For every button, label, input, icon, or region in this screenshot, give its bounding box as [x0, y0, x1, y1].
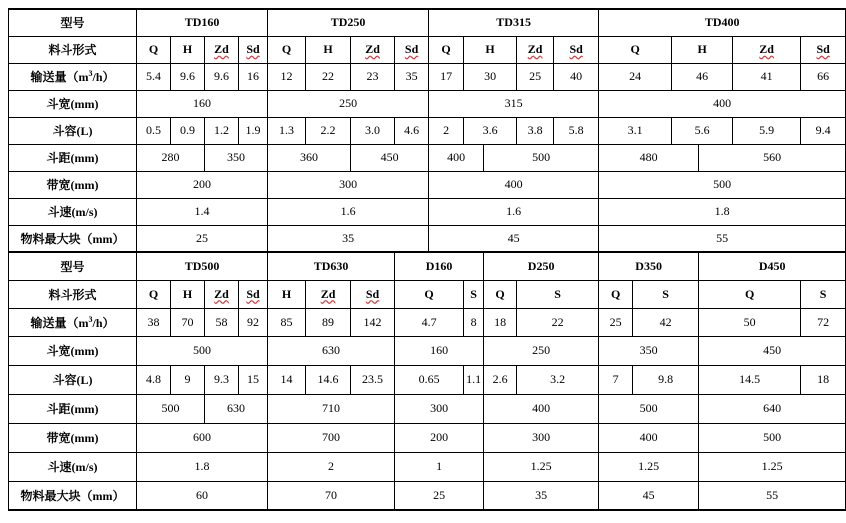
volume-cell: 1.9	[239, 117, 268, 144]
volume-cell: 2.2	[306, 117, 351, 144]
form-cell: H	[171, 36, 205, 63]
volume-cell: 2	[429, 117, 464, 144]
form-cell: Sd	[395, 36, 429, 63]
form-label: 料斗形式	[9, 36, 137, 63]
s1-volume-row	[9, 117, 846, 144]
speed-label: 斗速(m/s)	[9, 452, 137, 481]
volume-cell: 0.9	[171, 117, 205, 144]
belt-cell: 200	[137, 171, 268, 198]
form-cell: Q	[484, 280, 517, 308]
spec-table-container	[8, 8, 831, 511]
width-cell: 160	[395, 336, 484, 365]
belt-label: 带宽(mm)	[9, 171, 137, 198]
form-cell: S	[464, 280, 484, 308]
volume-cell: 9.3	[205, 365, 239, 394]
volume-cell: 14.6	[306, 365, 351, 394]
capacity-cell: 5.4	[137, 63, 171, 90]
pitch-cell: 500	[599, 394, 699, 423]
form-cell: Q	[395, 280, 464, 308]
capacity-cell: 50	[699, 308, 801, 336]
s2-form-row	[9, 280, 846, 308]
volume-cell: 3.2	[517, 365, 599, 394]
s2-lump-row	[9, 481, 846, 510]
form-cell: Sd	[351, 280, 395, 308]
model-td315: TD315	[429, 9, 599, 36]
form-cell: Q	[599, 36, 672, 63]
capacity-cell: 22	[517, 308, 599, 336]
lump-cell: 45	[429, 225, 599, 252]
pitch-cell: 480	[599, 144, 699, 171]
form-cell: Sd	[801, 36, 846, 63]
lump-cell: 25	[137, 225, 268, 252]
form-cell: Zd	[306, 280, 351, 308]
s2-capacity-row	[9, 308, 846, 336]
form-cell: H	[306, 36, 351, 63]
s1-lump-row	[9, 225, 846, 252]
speed-label: 斗速(m/s)	[9, 198, 137, 225]
form-cell: H	[268, 280, 306, 308]
lump-cell: 35	[268, 225, 429, 252]
volume-cell: 7	[599, 365, 633, 394]
lump-cell: 55	[599, 225, 846, 252]
speed-cell: 1.6	[268, 198, 429, 225]
form-cell: Q	[137, 280, 171, 308]
model-td500: TD500	[137, 252, 268, 280]
pitch-cell: 710	[268, 394, 395, 423]
s1-speed-row	[9, 198, 846, 225]
pitch-cell: 400	[484, 394, 599, 423]
volume-cell: 23.5	[351, 365, 395, 394]
pitch-cell: 640	[699, 394, 846, 423]
pitch-cell: 350	[205, 144, 268, 171]
pitch-cell: 500	[484, 144, 599, 171]
lump-cell: 70	[268, 481, 395, 510]
capacity-cell: 38	[137, 308, 171, 336]
width-cell: 500	[137, 336, 268, 365]
capacity-label	[9, 308, 137, 336]
width-label: 斗宽(mm)	[9, 336, 137, 365]
volume-cell: 2.6	[484, 365, 517, 394]
model-d350: D350	[599, 252, 699, 280]
capacity-cell: 40	[554, 63, 599, 90]
pitch-cell: 630	[205, 394, 268, 423]
speed-cell: 1.8	[137, 452, 268, 481]
form-cell: Zd	[351, 36, 395, 63]
pitch-cell: 280	[137, 144, 205, 171]
model-d250: D250	[484, 252, 599, 280]
s1-width-row	[9, 90, 846, 117]
capacity-cell: 70	[171, 308, 205, 336]
width-cell: 400	[599, 90, 846, 117]
capacity-label-post: /h）	[92, 70, 115, 84]
capacity-cell: 8	[464, 308, 484, 336]
capacity-cell: 46	[672, 63, 733, 90]
volume-cell: 3.8	[517, 117, 554, 144]
capacity-cell: 35	[395, 63, 429, 90]
s2-pitch-row	[9, 394, 846, 423]
form-cell: Sd	[239, 280, 268, 308]
s2-model-row	[9, 252, 846, 280]
belt-cell: 600	[137, 423, 268, 452]
width-cell: 250	[484, 336, 599, 365]
capacity-cell: 85	[268, 308, 306, 336]
capacity-cell: 30	[464, 63, 517, 90]
s2-belt-row	[9, 423, 846, 452]
width-cell: 250	[268, 90, 429, 117]
speed-cell: 1	[395, 452, 484, 481]
s1-pitch-row	[9, 144, 846, 171]
volume-cell: 5.8	[554, 117, 599, 144]
s2-width-row	[9, 336, 846, 365]
volume-cell: 3.1	[599, 117, 672, 144]
width-cell: 350	[599, 336, 699, 365]
s1-form-row	[9, 36, 846, 63]
capacity-cell: 23	[351, 63, 395, 90]
form-cell: Zd	[517, 36, 554, 63]
belt-cell: 400	[429, 171, 599, 198]
form-cell: Zd	[733, 36, 801, 63]
form-cell: Sd	[554, 36, 599, 63]
capacity-label-post: /h）	[92, 315, 115, 330]
belt-cell: 400	[599, 423, 699, 452]
volume-cell: 15	[239, 365, 268, 394]
model-td630: TD630	[268, 252, 395, 280]
pitch-cell: 500	[137, 394, 205, 423]
belt-cell: 300	[484, 423, 599, 452]
capacity-label-pre: 输送量（m	[30, 70, 89, 84]
s2-volume-row	[9, 365, 846, 394]
form-cell: Q	[268, 36, 306, 63]
speed-cell: 1.4	[137, 198, 268, 225]
pitch-label: 斗距(mm)	[9, 394, 137, 423]
belt-cell: 500	[599, 171, 846, 198]
width-cell: 630	[268, 336, 395, 365]
s1-belt-row	[9, 171, 846, 198]
speed-cell: 1.8	[599, 198, 846, 225]
capacity-label-sup: 3	[88, 314, 93, 324]
width-cell: 450	[699, 336, 846, 365]
lump-label: 物料最大块（mm）	[9, 225, 137, 252]
form-cell: S	[517, 280, 599, 308]
pitch-cell: 300	[395, 394, 484, 423]
pitch-label: 斗距(mm)	[9, 144, 137, 171]
s1-capacity-row	[9, 63, 846, 90]
belt-cell: 200	[395, 423, 484, 452]
volume-cell: 14	[268, 365, 306, 394]
form-cell: Q	[599, 280, 633, 308]
width-cell: 160	[137, 90, 268, 117]
model-label: 型号	[9, 9, 137, 36]
volume-cell: 1.1	[464, 365, 484, 394]
form-cell: H	[171, 280, 205, 308]
capacity-cell: 9.6	[171, 63, 205, 90]
capacity-cell: 142	[351, 308, 395, 336]
capacity-cell: 25	[599, 308, 633, 336]
capacity-cell: 42	[633, 308, 699, 336]
lump-cell: 35	[484, 481, 599, 510]
capacity-cell: 58	[205, 308, 239, 336]
form-cell: Q	[429, 36, 464, 63]
capacity-cell: 92	[239, 308, 268, 336]
speed-cell: 1.6	[429, 198, 599, 225]
capacity-cell: 4.7	[395, 308, 464, 336]
form-cell: Sd	[239, 36, 268, 63]
lump-cell: 25	[395, 481, 484, 510]
capacity-cell: 25	[517, 63, 554, 90]
capacity-label-sup: 3	[88, 69, 93, 78]
capacity-cell: 17	[429, 63, 464, 90]
volume-label: 斗容(L)	[9, 117, 137, 144]
volume-cell: 14.5	[699, 365, 801, 394]
form-label: 料斗形式	[9, 280, 137, 308]
belt-cell: 700	[268, 423, 395, 452]
s2-speed-row	[9, 452, 846, 481]
lump-label: 物料最大块（mm）	[9, 481, 137, 510]
pitch-cell: 560	[699, 144, 846, 171]
volume-cell: 9.8	[633, 365, 699, 394]
model-d450: D450	[699, 252, 846, 280]
model-d160: D160	[395, 252, 484, 280]
bucket-elevator-spec-table	[8, 8, 846, 511]
belt-cell: 500	[699, 423, 846, 452]
form-cell: Zd	[205, 280, 239, 308]
width-label: 斗宽(mm)	[9, 90, 137, 117]
volume-cell: 9	[171, 365, 205, 394]
model-td250: TD250	[268, 9, 429, 36]
capacity-cell: 16	[239, 63, 268, 90]
volume-cell: 0.5	[137, 117, 171, 144]
volume-cell: 18	[801, 365, 846, 394]
model-td400: TD400	[599, 9, 846, 36]
model-td160: TD160	[137, 9, 268, 36]
s1-model-row	[9, 9, 846, 36]
belt-label: 带宽(mm)	[9, 423, 137, 452]
capacity-cell: 41	[733, 63, 801, 90]
volume-cell: 3.0	[351, 117, 395, 144]
capacity-cell: 12	[268, 63, 306, 90]
volume-cell: 1.3	[268, 117, 306, 144]
volume-cell: 4.8	[137, 365, 171, 394]
volume-cell: 5.6	[672, 117, 733, 144]
volume-cell: 5.9	[733, 117, 801, 144]
form-cell: Q	[137, 36, 171, 63]
capacity-cell: 72	[801, 308, 846, 336]
volume-label: 斗容(L)	[9, 365, 137, 394]
lump-cell: 45	[599, 481, 699, 510]
speed-cell: 1.25	[699, 452, 846, 481]
volume-cell: 4.6	[395, 117, 429, 144]
volume-cell: 3.6	[464, 117, 517, 144]
volume-cell: 1.2	[205, 117, 239, 144]
capacity-cell: 24	[599, 63, 672, 90]
form-cell: Q	[699, 280, 801, 308]
model-label: 型号	[9, 252, 137, 280]
volume-cell: 0.65	[395, 365, 464, 394]
form-cell: H	[464, 36, 517, 63]
speed-cell: 1.25	[599, 452, 699, 481]
belt-cell: 300	[268, 171, 429, 198]
capacity-label-pre: 输送量（m	[30, 315, 89, 330]
capacity-label	[9, 63, 137, 90]
pitch-cell: 400	[429, 144, 484, 171]
speed-cell: 1.25	[484, 452, 599, 481]
speed-cell: 2	[268, 452, 395, 481]
form-cell: H	[672, 36, 733, 63]
width-cell: 315	[429, 90, 599, 117]
pitch-cell: 450	[351, 144, 429, 171]
capacity-cell: 66	[801, 63, 846, 90]
capacity-cell: 9.6	[205, 63, 239, 90]
form-cell: S	[801, 280, 846, 308]
lump-cell: 60	[137, 481, 268, 510]
volume-cell: 9.4	[801, 117, 846, 144]
form-cell: Zd	[205, 36, 239, 63]
capacity-cell: 89	[306, 308, 351, 336]
form-cell: S	[633, 280, 699, 308]
capacity-cell: 18	[484, 308, 517, 336]
capacity-cell: 22	[306, 63, 351, 90]
lump-cell: 55	[699, 481, 846, 510]
pitch-cell: 360	[268, 144, 351, 171]
